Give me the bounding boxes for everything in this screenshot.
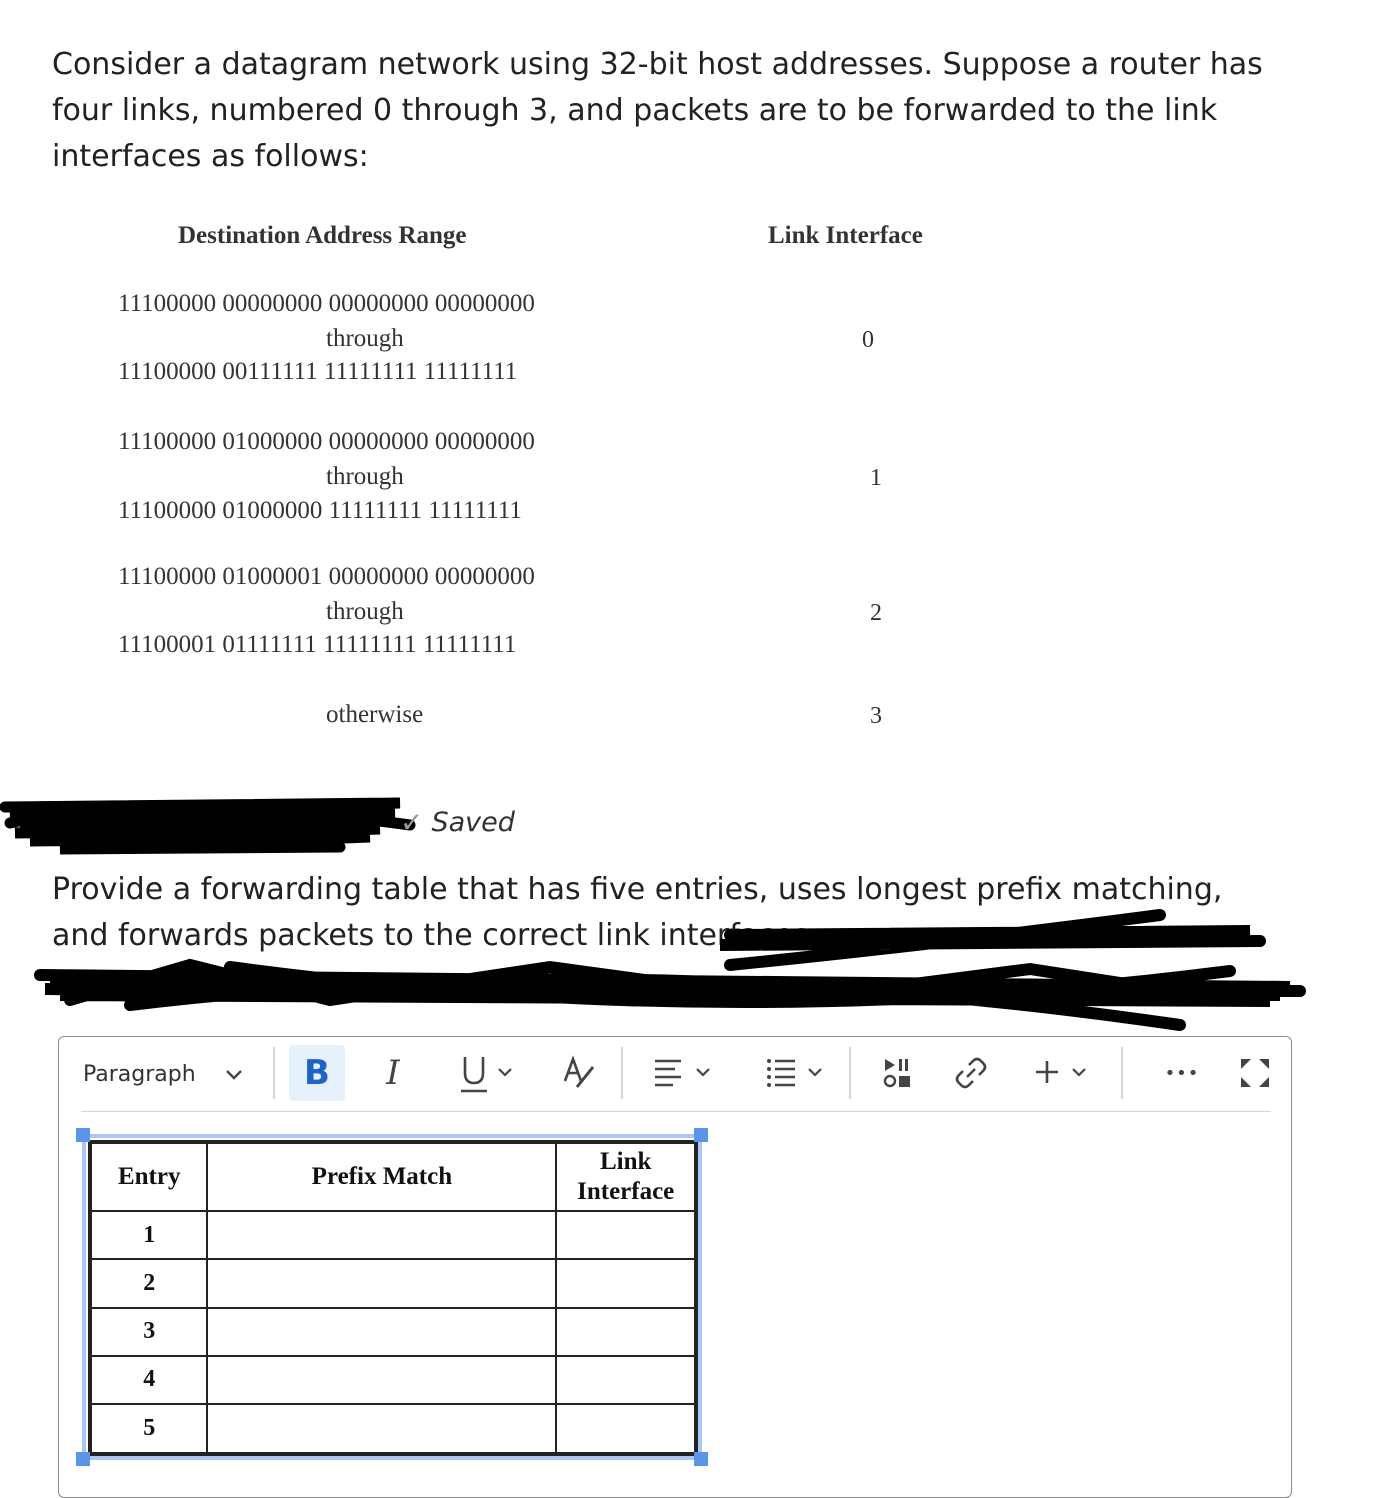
entry-cell[interactable]: 3 xyxy=(90,1308,207,1356)
checkmark-icon: ✓ xyxy=(400,806,424,839)
insert-more-button[interactable] xyxy=(1029,1045,1103,1101)
link-cell[interactable] xyxy=(556,1308,696,1356)
table-row xyxy=(90,1404,696,1454)
range-2-through: through xyxy=(326,598,404,625)
range-2-end: 11100001 01111111 11111111 11111111 xyxy=(118,631,517,658)
prefix-cell[interactable] xyxy=(207,1356,556,1404)
bullet-list-icon xyxy=(763,1053,829,1093)
list-button[interactable] xyxy=(759,1045,833,1101)
question-intro: Consider a datagram network using 32-bit host addresses. Suppose a router has four links, numbered 0 through 3, and packets are to be forwarded to the link interfaces as follows: xyxy=(52,47,1263,174)
range-otherwise: otherwise xyxy=(326,701,424,728)
link-cell[interactable] xyxy=(556,1259,696,1307)
entry-cell[interactable]: 5 xyxy=(90,1404,207,1454)
forwarding-table[interactable] xyxy=(88,1140,698,1456)
range-1-start: 11100000 01000000 00000000 00000000 xyxy=(118,428,535,455)
range-2-start: 11100000 01000001 00000000 00000000 xyxy=(118,563,535,590)
insert-link-button[interactable] xyxy=(943,1045,999,1101)
header-link-interface: Link Interface xyxy=(768,222,923,249)
range-2-link: 2 xyxy=(870,600,882,626)
range-1-through: through xyxy=(326,463,404,490)
expand-icon xyxy=(1237,1055,1273,1091)
font-color-button[interactable] xyxy=(551,1045,607,1101)
insert-media-button[interactable] xyxy=(869,1045,925,1101)
chevron-down-icon xyxy=(225,1069,243,1081)
resize-handle[interactable] xyxy=(694,1128,708,1142)
header-entry[interactable]: Entry xyxy=(90,1142,207,1211)
table-row xyxy=(90,1211,696,1259)
align-button[interactable] xyxy=(647,1045,721,1101)
paragraph-format-dropdown[interactable] xyxy=(83,1055,269,1093)
ellipsis-icon: ••• xyxy=(1164,1062,1200,1084)
paragraph-format-label: Paragraph xyxy=(83,1061,196,1087)
entry-cell[interactable]: 4 xyxy=(90,1356,207,1404)
toolbar-separator xyxy=(273,1047,275,1099)
range-otherwise-link: 3 xyxy=(870,703,882,729)
saved-status xyxy=(400,806,515,839)
resize-handle[interactable] xyxy=(76,1128,90,1142)
link-cell[interactable] xyxy=(556,1404,696,1454)
fullscreen-button[interactable] xyxy=(1227,1045,1283,1101)
question-prompt: Provide a forwarding table that has five entries, uses longest prefix matching, and forwards packets to the correct link interfaces. xyxy=(52,872,1223,953)
saved-label: Saved xyxy=(431,807,515,838)
header-link-interface-col[interactable]: Link Interface xyxy=(556,1142,696,1211)
bold-icon: B xyxy=(304,1053,330,1093)
forwarding-table-selection[interactable] xyxy=(82,1134,702,1460)
underline-icon xyxy=(455,1051,517,1095)
prefix-cell[interactable] xyxy=(207,1404,556,1454)
prefix-cell[interactable] xyxy=(207,1308,556,1356)
range-1-end: 11100000 01000000 11111111 11111111 xyxy=(118,497,522,524)
editor-toolbar xyxy=(81,1037,1271,1112)
link-cell[interactable] xyxy=(556,1356,696,1404)
prefix-cell[interactable] xyxy=(207,1211,556,1259)
resize-handle[interactable] xyxy=(76,1452,90,1466)
range-0-through: through xyxy=(326,325,404,352)
range-0-end: 11100000 00111111 11111111 11111111 xyxy=(118,358,518,385)
toolbar-separator xyxy=(1121,1047,1123,1099)
bold-button[interactable] xyxy=(289,1045,345,1101)
toolbar-separator xyxy=(849,1047,851,1099)
resize-handle[interactable] xyxy=(694,1452,708,1466)
range-0-start: 11100000 00000000 00000000 00000000 xyxy=(118,290,535,317)
text-color-icon xyxy=(559,1053,599,1093)
more-options-button[interactable] xyxy=(1157,1045,1207,1101)
header-prefix-match[interactable]: Prefix Match xyxy=(207,1142,556,1211)
align-left-icon xyxy=(651,1053,717,1093)
italic-button[interactable] xyxy=(365,1045,421,1101)
media-icon xyxy=(877,1053,917,1093)
prefix-cell[interactable] xyxy=(207,1259,556,1307)
plus-icon xyxy=(1033,1053,1099,1093)
header-destination-range: Destination Address Range xyxy=(178,222,467,249)
table-row xyxy=(90,1308,696,1356)
toolbar-separator xyxy=(621,1047,623,1099)
table-row xyxy=(90,1259,696,1307)
italic-icon: I xyxy=(386,1053,400,1093)
entry-cell[interactable]: 2 xyxy=(90,1259,207,1307)
link-cell[interactable] xyxy=(556,1211,696,1259)
underline-button[interactable] xyxy=(449,1045,523,1101)
range-0-link: 0 xyxy=(862,327,874,353)
link-icon xyxy=(951,1053,991,1093)
range-1-link: 1 xyxy=(870,465,882,491)
table-row xyxy=(90,1356,696,1404)
entry-cell[interactable]: 1 xyxy=(90,1211,207,1259)
redaction-scribble-top xyxy=(0,795,420,865)
